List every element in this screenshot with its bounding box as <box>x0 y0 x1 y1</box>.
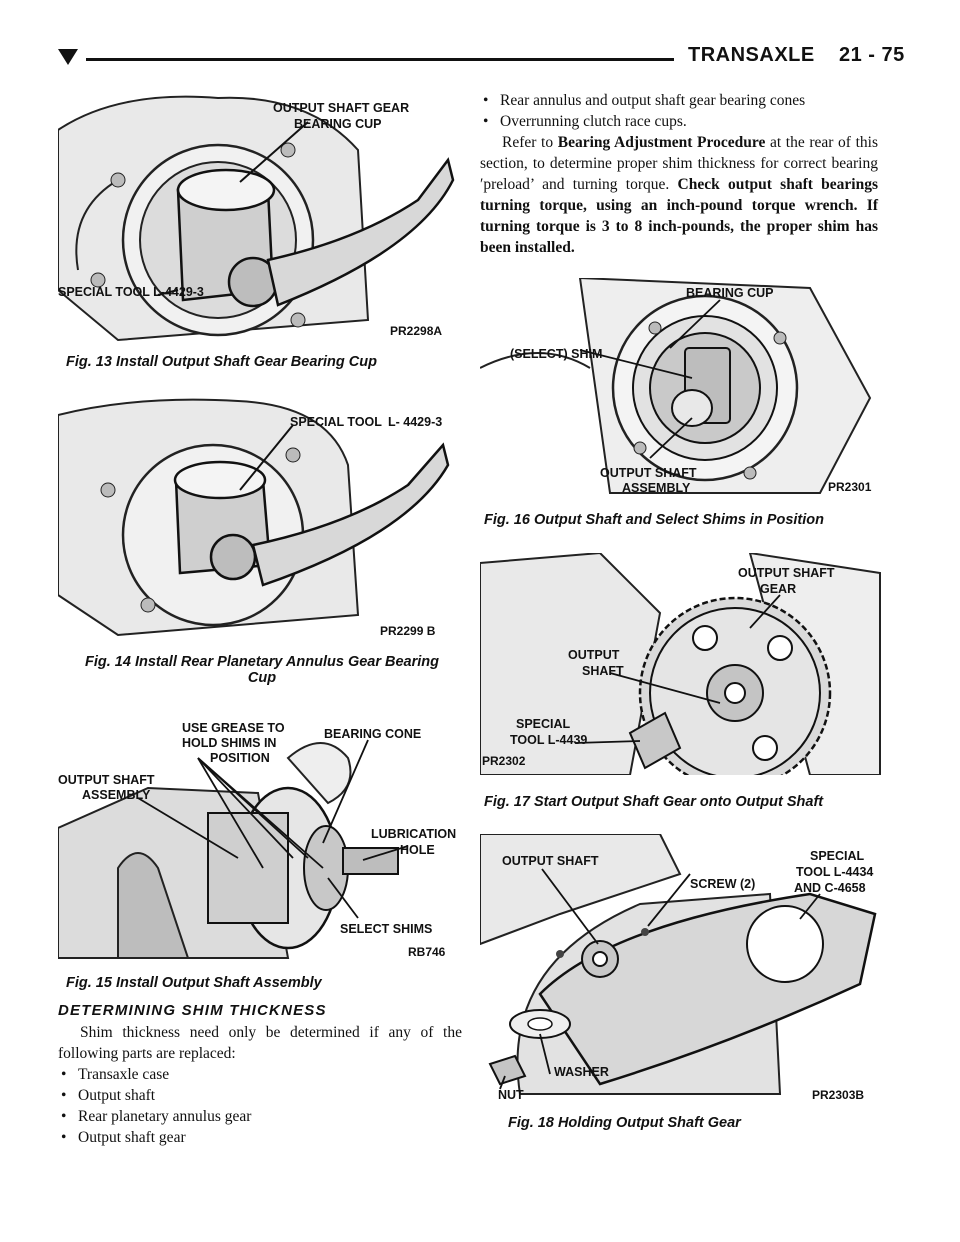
fig13-callout-1: OUTPUT SHAFT GEAR <box>273 101 410 115</box>
figure-17 <box>480 553 882 775</box>
refer-suffix: at the rear of this section, to determine proper shim thickness for correct bearing ′preload’ and turning torque. <box>480 134 878 193</box>
fig15-callout-4: BEARING CONE <box>324 727 422 741</box>
inspected-parts-list <box>480 90 878 132</box>
fig15-callout-5: OUTPUT SHAFT <box>58 773 155 787</box>
fig18-callout-6: WASHER <box>554 1065 609 1079</box>
fig16-callout-4: ASSEMBLY <box>622 481 691 495</box>
figure-14-caption <box>62 654 462 686</box>
fig15-callout-2: HOLD SHIMS IN <box>182 736 277 750</box>
fig15-callout-9: SELECT SHIMS <box>340 922 433 936</box>
list-item-text: Transaxle case <box>78 1066 170 1083</box>
fig18-callout-3: SPECIAL <box>810 849 865 863</box>
list-item <box>58 1064 462 1085</box>
figure-13-caption: Fig. 13 Install Output Shaft Gear Bearing Cup <box>66 354 377 370</box>
list-item-text: Overrunning clutch race cups. <box>500 113 687 130</box>
fig15-callout-3: POSITION <box>210 751 270 765</box>
right-body-text <box>480 90 878 258</box>
fig13-callout-3: SPECIAL TOOL L-4429-3 <box>58 285 204 299</box>
fig18-callout-1: OUTPUT SHAFT <box>502 854 599 868</box>
figure-16 <box>480 278 880 500</box>
fig17-callout-4: SHAFT <box>582 664 624 678</box>
figure-16-illustration <box>480 278 880 500</box>
figure-15-caption: Fig. 15 Install Output Shaft Assembly <box>66 975 322 991</box>
fig15-callout-6: ASSEMBLY <box>82 788 151 802</box>
figure-18-illustration <box>480 834 882 1104</box>
figure-14-caption-line-2: Cup <box>247 670 277 686</box>
fig18-callout-7: NUT <box>498 1088 524 1102</box>
list-item <box>58 1127 462 1148</box>
header-title: TRANSAXLE 21 - 75 <box>688 44 905 66</box>
bullet-icon: • <box>61 1108 67 1125</box>
figure-14-caption-line-1: Fig. 14 Install Rear Planetary Annulus Gear Bearing <box>84 654 440 670</box>
intro-text: Shim thickness need only be determined if any of the following parts are replaced: <box>58 1024 462 1062</box>
replaced-parts-list <box>58 1064 462 1148</box>
intro-paragraph <box>58 1022 462 1064</box>
fig18-callout-2: SCREW (2) <box>690 877 756 891</box>
bullet-icon: • <box>61 1066 67 1083</box>
fig17-callout-6: TOOL L-4439 <box>510 733 588 747</box>
list-item <box>480 90 878 111</box>
refer-prefix: Refer to <box>502 134 558 151</box>
fig17-callout-3: OUTPUT <box>568 648 620 662</box>
fig17-callout-2: GEAR <box>760 582 797 596</box>
list-item-text: Output shaft gear <box>78 1129 186 1146</box>
fig17-callout-1: OUTPUT SHAFT <box>738 566 835 580</box>
list-item-text: Rear planetary annulus gear <box>78 1108 252 1125</box>
list-item-text: Rear annulus and output shaft gear bearing cones <box>500 92 806 109</box>
refer-bold: Bearing Adjustment Procedure <box>557 134 766 151</box>
figure-17-caption: Fig. 17 Start Output Shaft Gear onto Output Shaft <box>484 794 824 810</box>
section-marker-icon <box>58 49 78 65</box>
fig15-callout-7: LUBRICATION <box>371 827 457 841</box>
figure-18 <box>480 834 882 1104</box>
fig18-code: PR2303B <box>812 1088 865 1102</box>
page-header <box>0 0 960 90</box>
bullet-icon: • <box>61 1087 67 1104</box>
bullet-icon: • <box>483 113 489 130</box>
fig13-callout-2: BEARING CUP <box>294 117 382 131</box>
refer-paragraph <box>480 132 878 258</box>
fig14-code: PR2299 B <box>380 624 436 638</box>
list-item <box>58 1085 462 1106</box>
torque-statement: Check output shaft bearings turning torque, using an inch-pound torque wrench. If turning torque is 3 to 8 inch-pounds, the proper shim has been installed. <box>480 176 879 256</box>
fig18-callout-5: AND C-4658 <box>794 881 866 895</box>
figure-14-illustration <box>58 395 460 647</box>
header-rule <box>86 58 674 61</box>
list-item <box>58 1106 462 1127</box>
fig15-callout-1: USE GREASE TO <box>182 721 285 735</box>
fig14-callout-1: SPECIAL TOOL <box>290 415 382 429</box>
fig15-callout-8: HOLE <box>400 843 435 857</box>
figure-13-illustration <box>58 90 460 348</box>
bullet-icon: • <box>61 1129 67 1146</box>
fig15-code: RB746 <box>408 945 446 959</box>
fig16-callout-2: (SELECT) SHIM <box>510 347 603 361</box>
fig17-code: PR2302 <box>482 754 526 768</box>
figure-18-caption: Fig. 18 Holding Output Shaft Gear <box>508 1115 741 1131</box>
figure-17-illustration <box>480 553 882 775</box>
figure-13 <box>58 90 460 348</box>
fig14-callout-2: L- 4429-3 <box>388 415 443 429</box>
fig16-callout-3: OUTPUT SHAFT <box>600 466 697 480</box>
left-body-text <box>58 1022 462 1148</box>
bullet-icon: • <box>483 92 489 109</box>
figure-14 <box>58 395 460 647</box>
section-heading: DETERMINING SHIM THICKNESS <box>58 1002 327 1019</box>
list-item <box>480 111 878 132</box>
figure-16-caption: Fig. 16 Output Shaft and Select Shims in Position <box>484 512 824 528</box>
fig13-code: PR2298A <box>390 324 443 338</box>
list-item-text: Output shaft <box>78 1087 156 1104</box>
fig16-code: PR2301 <box>828 480 872 494</box>
fig18-callout-4: TOOL L-4434 <box>796 865 874 879</box>
figure-15-illustration <box>58 718 460 963</box>
fig17-callout-5: SPECIAL <box>516 717 571 731</box>
fig16-callout-1: BEARING CUP <box>686 286 774 300</box>
figure-15 <box>58 718 460 963</box>
